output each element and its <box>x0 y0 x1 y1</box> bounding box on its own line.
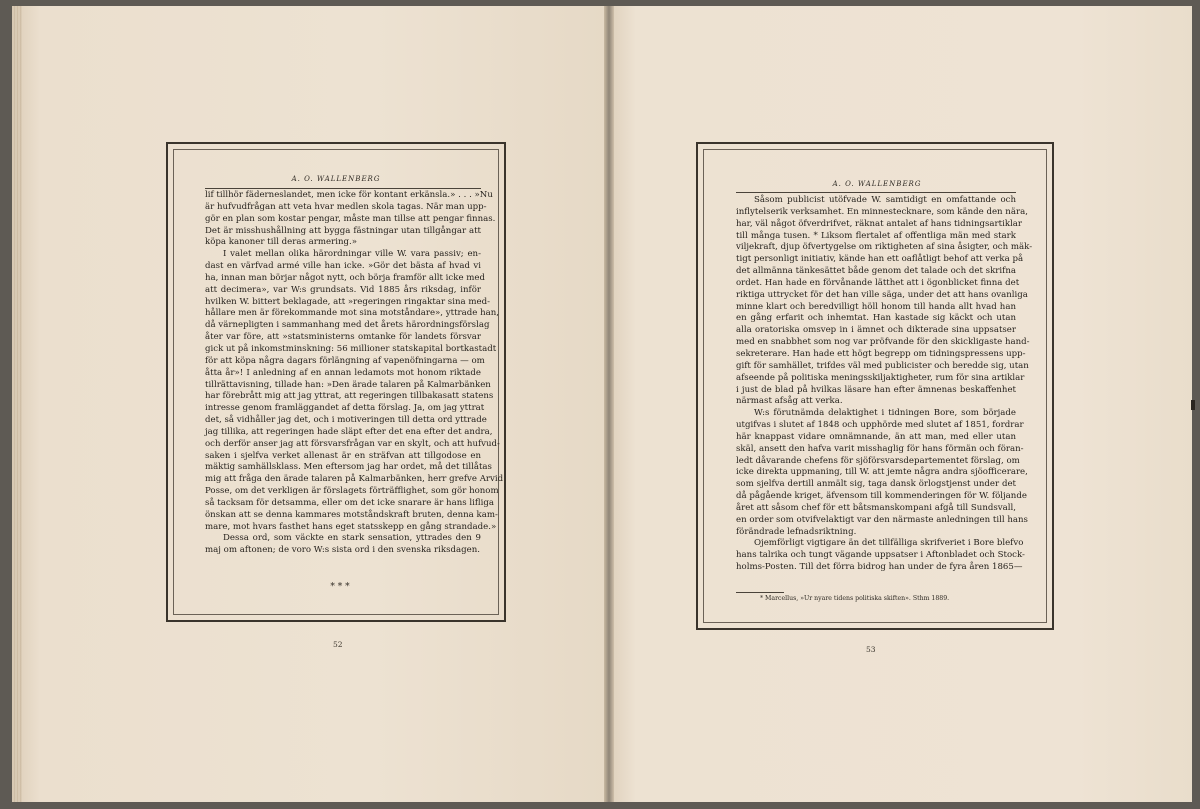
book-gutter <box>604 6 614 802</box>
text-line: det, så vidhåller jag det, och i motiveringen till detta ord yttrade <box>205 415 487 426</box>
text-line: hans talrika och tungt vägande uppsatser i Aftonbladet och Stock- <box>736 550 1025 561</box>
text-line: hvilken W. bittert beklagade, att »regeringen ringaktar sina med- <box>205 296 490 307</box>
text-line: riktiga uttrycket för det han ville säga, under det att hans ovanliga <box>736 289 1028 300</box>
text-line: maj om aftonen; de voro W:s sista ord i den svenska riksdagen. <box>205 545 480 556</box>
text-line: en order som otvifvelaktigt var den närmaste anledningen till hans <box>736 514 1028 525</box>
text-line: har, väl något öfverdrifvet, räknat antalet af hans tidningsartiklar <box>736 218 1023 229</box>
text-line: önskan att se denna kammares motståndskraft bruten, denna kam- <box>205 509 498 520</box>
text-line: då pågående kriget, äfvensom till kommenderingen för W. följande <box>736 491 1027 502</box>
text-line: lif tillhör fäderneslandet, men icke för kontant erkänsla.» . . . »Nu <box>205 190 493 200</box>
text-line: hållare men är förekommande mot sina motståndare», yttrade han, <box>205 308 500 319</box>
text-line: skäl, ansett den hafva varit misshaglig för hans förmän och föran- <box>736 443 1024 454</box>
text-line: utgifvas i slutet af 1848 och upphörde med slutet af 1851, fordrar <box>736 420 1024 431</box>
text-line: då värnepligten i sammanhang med det årets härordningsförslag <box>205 320 490 331</box>
section-break-stars: * * * <box>330 582 350 592</box>
text-line: inflytelserik verksamhet. En minnestecknare, som kände den nära, <box>736 206 1028 217</box>
text-line: saken i sjelfva verket allenast är en sträfvan att tillgodose en <box>205 450 481 461</box>
right-head-rule <box>736 192 1016 193</box>
text-line: jag tillika, att regeringen hade släpt efter det ena efter det andra, <box>205 426 493 437</box>
text-line: afseende på politiska meningsskiljaktigheter, rum för sina artiklar <box>736 372 1025 383</box>
text-line: Ojemförligt vigtigare än det tillfälliga skrifveriet i Bore blefvo <box>754 538 1024 549</box>
text-line: så tacksam för detsamma, eller om det icke snarare är hans lifliga <box>205 497 494 508</box>
text-line: Såsom publicist utöfvade W. samtidigt en omfattande och <box>754 195 1016 205</box>
text-line: gift för samhället, trifdes väl med publicister och beredde sig, utan <box>736 360 1029 371</box>
text-line: som sjelfva dertill anmält sig, taga dansk örlogstjenst under det <box>736 479 1016 490</box>
text-line: för att köpa några dagars förlängning af vapenöfningarna — om <box>205 355 485 366</box>
text-line: en gång erfarit och inhemtat. Han kastade sig käckt och utan <box>736 313 1016 324</box>
text-line: minne klart och beredvilligt höll honom till handa allt hvad han <box>736 301 1016 312</box>
text-line: mig att fråga den ärade talaren på Kalmarbänken, herr grefve Arvid <box>205 474 504 485</box>
text-line: året att såsom chef för ett båtsmanskompani afgå till Sundsvall, <box>736 502 1016 513</box>
right-page-number: 53 <box>866 645 876 654</box>
clip-mark <box>1191 400 1195 410</box>
text-line: intresse genom framläggandet af detta förslag. Ja, om jag yttrat <box>205 403 485 414</box>
text-line: i just de blad på hvilkas läsare han efter ämnenas beskaffenhet <box>736 384 1016 395</box>
text-line: har förebrått mig att jag yttrat, att regeringen tillbakasatt statens <box>205 391 494 402</box>
text-line: ledt dåvarande chefens för sjöförsvarsdepartementet förslag, om <box>736 455 1020 466</box>
text-line: sekreterare. Han hade ett högt begrepp om tidningspressens upp- <box>736 348 1026 359</box>
text-line: I valet mellan olika härordningar ville W. vara passiv; en- <box>223 249 481 260</box>
text-line: förändrade lefnadsriktning. <box>736 526 857 537</box>
text-line: till många tusen. * Liksom flertalet af offentliga män med stark <box>736 230 1016 241</box>
text-line: ha, innan man börjar något nytt, och börja framför allt icke med <box>205 272 485 283</box>
right-running-head: A. O. WALLENBERG <box>832 180 922 188</box>
text-line: Det är misshushållning att bygga fästningar utan tillgångar att <box>205 225 481 236</box>
footnote-rule <box>736 592 784 593</box>
text-line: åter var före, att »statsministerns omtanke för landets försvar <box>205 332 481 343</box>
text-line: dast en värfvad armé ville han icke. »Gör det bästa af hvad vi <box>205 261 481 272</box>
text-line: tillrättavisning, tillade han: »Den ärade talaren på Kalmarbänken <box>205 379 491 390</box>
page-edges <box>12 6 22 802</box>
text-line: tigt personligt initiativ, kände han ett oaflåtligt behof att verka på <box>736 254 1024 265</box>
text-line: W:s förutnämda delaktighet i tidningen Bore, som började <box>754 408 1016 419</box>
right-page-body <box>736 195 1033 574</box>
text-line: att decimera», var W:s grundsats. Vid 1885 års riksdag, inför <box>205 284 481 295</box>
text-line: köpa kanoner till deras armering.» <box>205 237 357 248</box>
text-line: holms-Posten. Till det förra bidrog han under de fyra åren 1865— <box>736 562 1023 573</box>
text-line: alla oratoriska omsvep in i ämnet och dikterade sina uppsatser <box>736 325 1016 336</box>
text-line: mäktig samhällsklass. Men eftersom jag har ordet, må det tillåtas <box>205 462 492 473</box>
text-line: Dessa ord, som väckte en stark sensation, yttrades den 9 <box>223 533 481 544</box>
text-line: icke direkta uppmaning, till W. att jemte några andra sjöofficerare, <box>736 467 1028 478</box>
text-line: ordet. Han hade en förvånande lätthet att i ögonblicket finna det <box>736 277 1020 288</box>
left-head-rule <box>205 188 481 189</box>
left-running-head: A. O. WALLENBERG <box>291 175 381 183</box>
footnote: * Marcellus, »Ur nyare tidens politiska skiften». Sthm 1889. <box>760 595 950 602</box>
text-line: åtta år»! I anledning af en annan ledamots mot honom riktade <box>205 367 481 378</box>
text-line: här knappast vidare omnämnande, än att man, med eller utan <box>736 431 1016 442</box>
text-line: Posse, om det verkligen är förslagets förträfflighet, som gör honom <box>205 486 499 497</box>
text-line: gick ut på inkomstminskning: 56 millioner statskapital bortkastadt <box>205 343 497 354</box>
left-page-body <box>205 190 504 557</box>
text-line: viljekraft, djup öfvertygelse om riktigheten af sina åsigter, och mäk- <box>736 242 1033 253</box>
text-line: mare, mot hvars fasthet hans eget statsskepp en gång strandade.» <box>205 521 497 532</box>
text-line: är hufvudfrågan att veta hvar medlen skola tagas. När man upp- <box>205 201 487 212</box>
text-line: och derför anser jag att försvarsfrågan var en skylt, och att hufvud- <box>205 438 500 449</box>
text-line: gör en plan som kostar pengar, måste man tillse att pengar finnas. <box>205 213 496 224</box>
left-page-number: 52 <box>333 640 343 649</box>
text-line: närmast afsåg att verka. <box>736 396 843 407</box>
text-line: det allmänna tänkesättet både genom det talade och det skrifna <box>736 266 1016 277</box>
text-line: med en snabbhet som nog var pröfvande för den skickligaste hand- <box>736 337 1030 348</box>
